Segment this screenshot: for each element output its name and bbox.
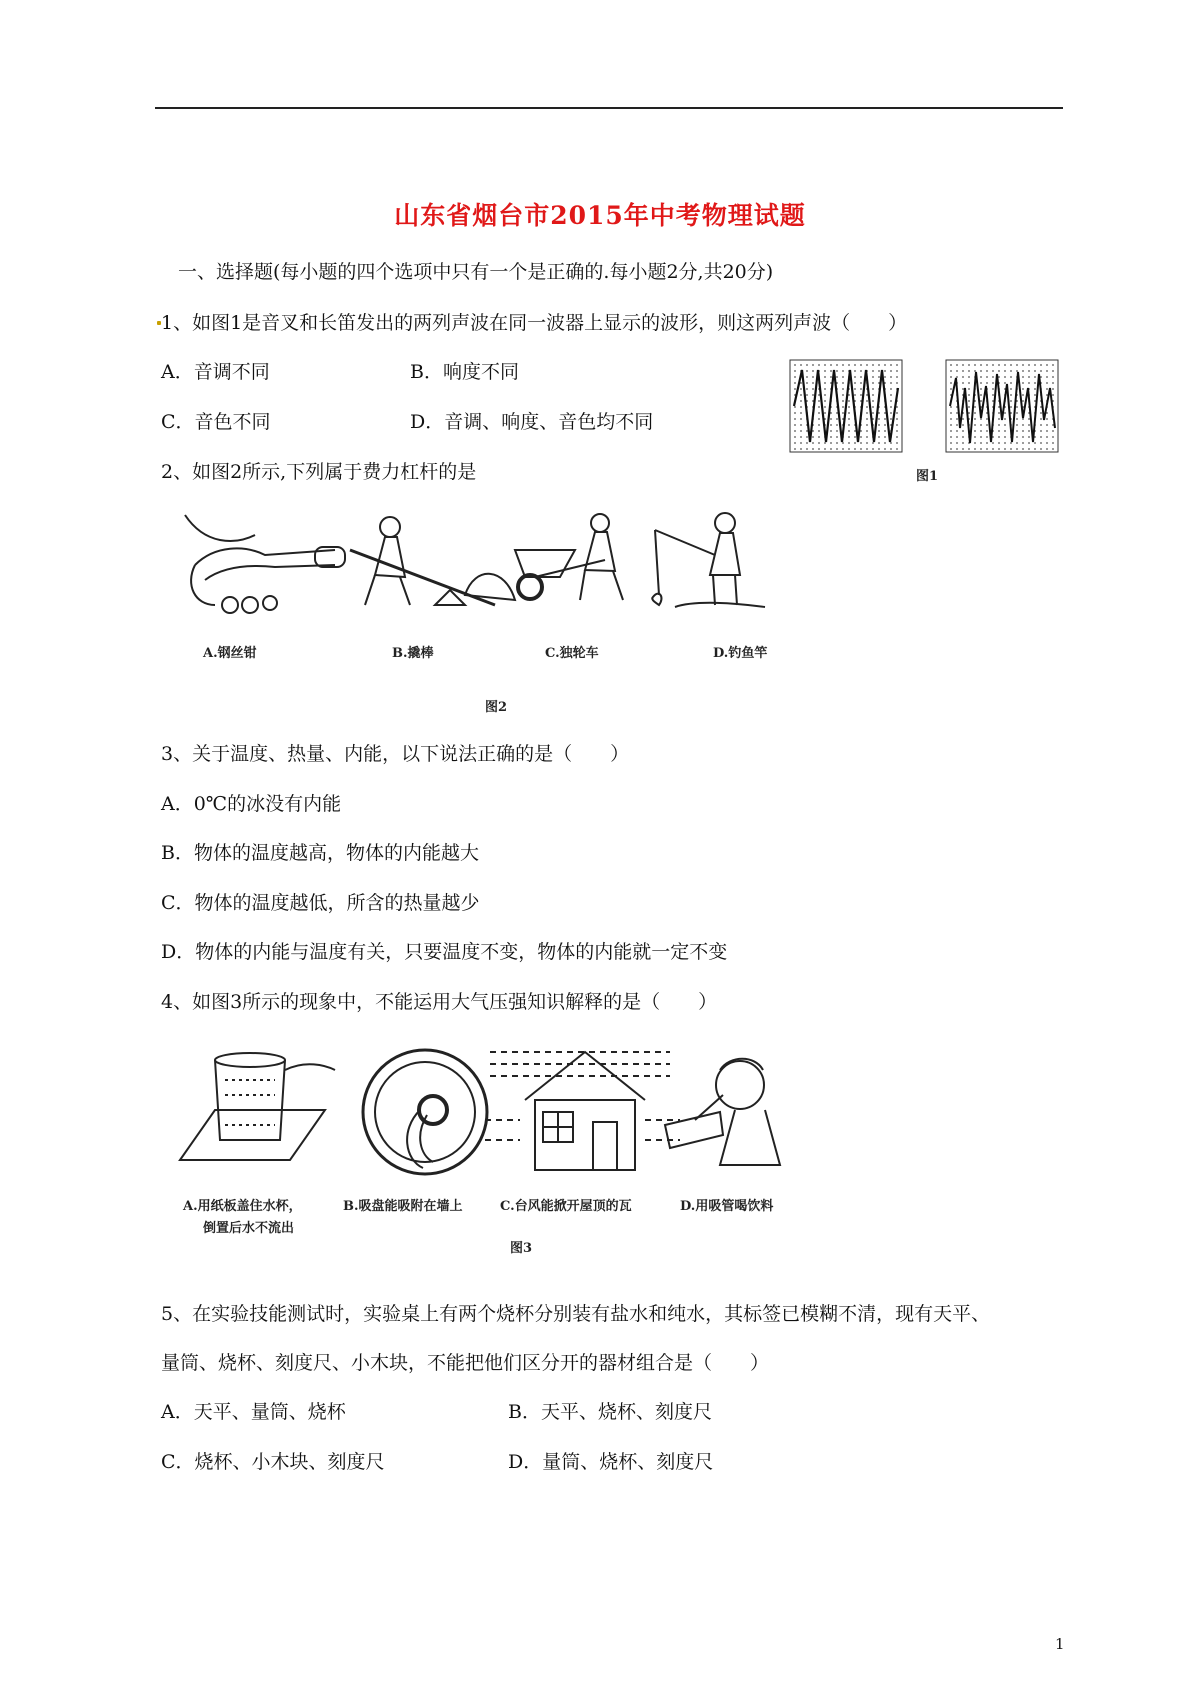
pliers-icon xyxy=(185,515,345,613)
q1-option-b: B．响度不同 xyxy=(410,361,519,383)
figure-3-air-pressure xyxy=(175,1040,875,1270)
q3-option-d: D．物体的内能与温度有关，只要温度不变，物体的内能就一定不变 xyxy=(161,941,728,963)
q3-option-a: A．0℃的冰没有内能 xyxy=(161,793,342,815)
figure-2-caption-c: C.独轮车 xyxy=(545,646,599,661)
wheelbarrow-icon xyxy=(515,514,623,600)
figure-2-caption: 图2 xyxy=(485,700,508,715)
q5-option-a: A．天平、量筒、烧杯 xyxy=(161,1401,346,1423)
q5-stem-line-1: 5、在实验技能测试时，实验桌上有两个烧杯分别装有盐水和纯水，其标签已模糊不清，现有天平、 xyxy=(161,1303,991,1325)
figure-2-caption-b: B.撬棒 xyxy=(392,646,434,661)
figure-3-caption-a: A.用纸板盖住水杯， xyxy=(183,1199,302,1214)
fishing-rod-icon xyxy=(652,513,765,607)
q5-option-c: C．烧杯、小木块、刻度尺 xyxy=(161,1451,385,1473)
house-wind-icon xyxy=(485,1052,680,1170)
section-heading: 一、选择题(每小题的四个选项中只有一个是正确的.每小题2分,共20分) xyxy=(178,261,774,283)
q3-option-c: C．物体的温度越低，所含的热量越少 xyxy=(161,892,480,914)
q3-stem: 3、关于温度、热量、内能，以下说法正确的是（ ） xyxy=(161,743,630,765)
figure-2-caption-a: A.钢丝钳 xyxy=(203,646,257,661)
straw-drink-icon xyxy=(665,1059,780,1165)
figure-1-waveforms xyxy=(788,358,1078,488)
q5-stem-line-2: 量筒、烧杯、刻度尺、小木块，不能把他们区分开的器材组合是（ ） xyxy=(161,1352,770,1374)
figure-3-caption: 图3 xyxy=(510,1241,533,1256)
figure-3-caption-d: D.用吸管喝饮料 xyxy=(680,1199,774,1214)
q1-option-c: C．音色不同 xyxy=(161,411,271,433)
q4-stem: 4、如图3所示的现象中，不能运用大气压强知识解释的是（ ） xyxy=(161,991,718,1013)
q2-stem: 2、如图2所示,下列属于费力杠杆的是 xyxy=(161,461,477,483)
q3-option-b: B．物体的温度越高，物体的内能越大 xyxy=(161,842,479,864)
figure-2-levers xyxy=(175,505,855,725)
page-title: 山东省烟台市2015年中考物理试题 xyxy=(394,201,806,230)
figure-3-caption-b: B.吸盘能吸附在墙上 xyxy=(343,1199,463,1214)
figure-3-caption-c: C.台风能掀开屋顶的瓦 xyxy=(500,1199,632,1214)
q1-option-d: D．音调、响度、音色均不同 xyxy=(410,411,654,433)
q5-option-b: B．天平、烧杯、刻度尺 xyxy=(508,1401,712,1423)
q5-option-d: D．量筒、烧杯、刻度尺 xyxy=(508,1451,714,1473)
water-glass-icon xyxy=(180,1053,335,1160)
figure-3-caption-a2: 倒置后水不流出 xyxy=(203,1221,295,1236)
header-rule xyxy=(155,107,1063,109)
suction-cup-icon xyxy=(363,1050,487,1174)
page-number: 1 xyxy=(1055,1635,1065,1653)
figure-2-caption-d: D.钓鱼竿 xyxy=(713,646,768,661)
crowbar-icon xyxy=(350,517,515,605)
q1-stem: 1、如图1是音叉和长笛发出的两列声波在同一波器上显示的波形，则这两列声波（ ） xyxy=(161,312,908,334)
q1-option-a: A．音调不同 xyxy=(161,361,270,383)
figure-1-caption: 图1 xyxy=(916,469,939,484)
